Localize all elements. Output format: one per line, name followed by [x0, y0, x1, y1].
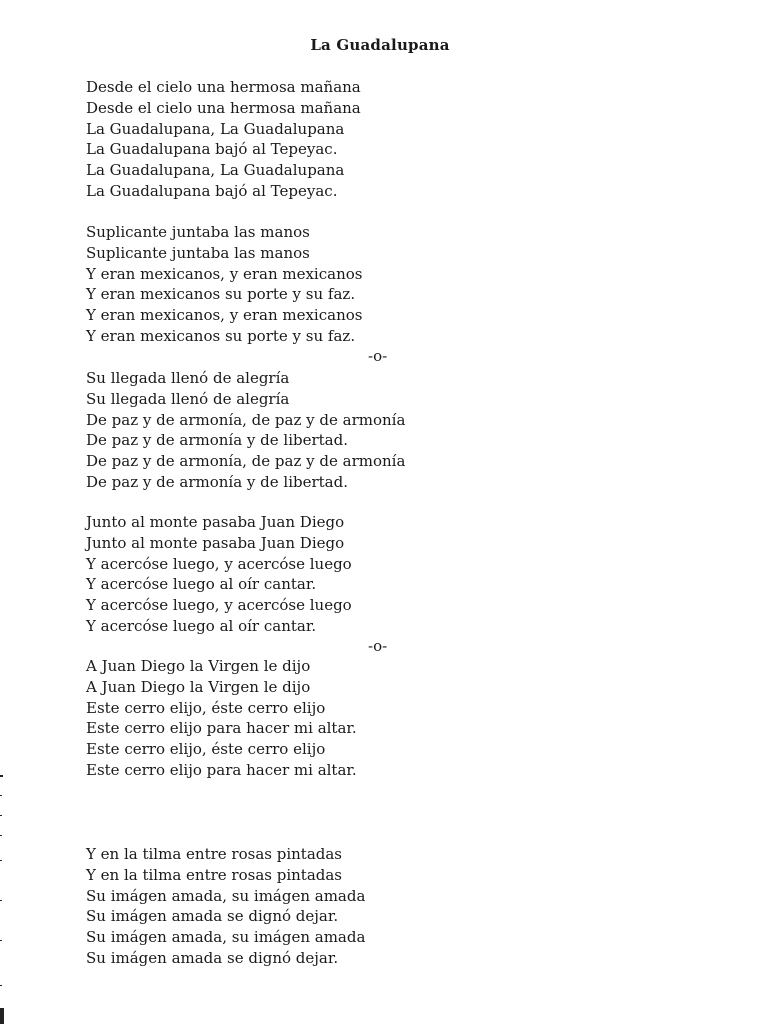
verse-line: Y en la tilma entre rosas pintadas — [86, 865, 343, 884]
stanza-6 — [86, 844, 686, 969]
verse-line: La Guadalupana, La Guadalupana — [86, 161, 345, 180]
scan-edge-mark — [0, 795, 2, 796]
verse-line: De paz y de armonía y de libertad. — [86, 431, 348, 450]
verse-line: Y eran mexicanos su porte y su faz. — [86, 285, 356, 304]
verse-line: De paz y de armonía y de libertad. — [86, 472, 348, 491]
verse-line: Junto al monte pasaba Juan Diego — [86, 533, 345, 552]
scan-edge-mark — [0, 835, 2, 836]
page-title: La Guadalupana — [310, 36, 450, 54]
stanza-separator: -o- — [368, 637, 388, 655]
stanza-1 — [86, 77, 686, 202]
verse-line: Y en la tilma entre rosas pintadas — [86, 845, 343, 863]
verse-line: Y acercóse luego, y acercóse luego — [86, 554, 352, 573]
scan-edge-mark — [0, 775, 3, 777]
verse-line: Suplicante juntaba las manos — [86, 243, 310, 262]
verse-line: Y acercóse luego, y acercóse luego — [86, 596, 352, 615]
scan-edge-mark — [0, 1008, 4, 1024]
verse-line: Y acercóse luego al oír cantar. — [86, 575, 317, 594]
verse-line: La Guadalupana bajó al Tepeyac. — [86, 140, 338, 159]
verse-line: Y acercóse luego al oír cantar. — [86, 616, 317, 635]
verse-line: Desde el cielo una hermosa mañana — [86, 78, 361, 96]
verse-line: Su imágen amada se dignó dejar. — [86, 907, 339, 926]
verse-line: De paz y de armonía, de paz y de armonía — [86, 410, 406, 429]
verse-line: Desde el cielo una hermosa mañana — [86, 98, 361, 117]
verse-line: De paz y de armonía, de paz y de armonía — [86, 452, 406, 471]
verse-line: Y eran mexicanos su porte y su faz. — [86, 326, 356, 345]
stanza-5 — [86, 656, 686, 781]
scan-edge-mark — [0, 815, 2, 816]
scan-edge-mark — [0, 985, 2, 986]
verse-line: Este cerro elijo para hacer mi altar. — [86, 719, 357, 738]
stanza-4 — [86, 512, 686, 637]
verse-line: Su imágen amada, su imágen amada — [86, 928, 366, 947]
verse-line: La Guadalupana bajó al Tepeyac. — [86, 181, 338, 200]
stanza-2 — [86, 222, 686, 347]
verse-line: Su llegada llenó de alegría — [86, 369, 290, 387]
verse-line: Suplicante juntaba las manos — [86, 223, 310, 241]
scan-edge-mark — [0, 900, 2, 901]
verse-line: Su llegada llenó de alegría — [86, 389, 290, 408]
verse-line: La Guadalupana, La Guadalupana — [86, 119, 345, 138]
stanza-3 — [86, 368, 686, 493]
verse-line: Este cerro elijo, éste cerro elijo — [86, 740, 326, 759]
verse-line: Su imágen amada, su imágen amada — [86, 886, 366, 905]
verse-line: A Juan Diego la Virgen le dijo — [86, 657, 311, 675]
verse-line: Y eran mexicanos, y eran mexicanos — [86, 264, 363, 283]
verse-line: A Juan Diego la Virgen le dijo — [86, 677, 311, 696]
scan-edge-mark — [0, 940, 2, 941]
stanza-separator: -o- — [368, 347, 388, 365]
verse-line: Su imágen amada se dignó dejar. — [86, 948, 339, 967]
verse-line: Junto al monte pasaba Juan Diego — [86, 513, 345, 531]
verse-line: Y eran mexicanos, y eran mexicanos — [86, 306, 363, 325]
scan-edge-mark — [0, 860, 2, 861]
verse-line: Este cerro elijo para hacer mi altar. — [86, 760, 357, 779]
verse-line: Este cerro elijo, éste cerro elijo — [86, 698, 326, 717]
